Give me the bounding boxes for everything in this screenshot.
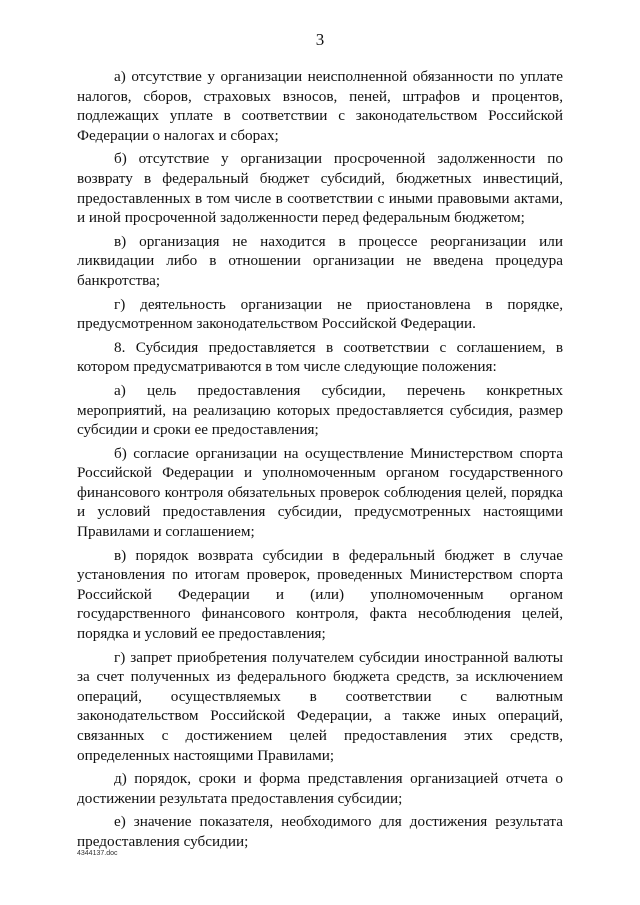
paragraph-g-currency-ban: г) запрет приобретения получателем субсидии иностранной валюты за счет полученных из федерального бюджета средств, за исключением операций, осуществляемых в соответствии с валютным законодательством Российской Федерации, а также иных операций, связанных с достижением целей предоставления этих средств, определенных настоящими Правилами;	[77, 648, 563, 764]
paragraph-v-reorganization: в) организация не находится в процессе реорганизации или ликвидации либо в отношении организации не введена процедура банкротства;	[77, 232, 563, 289]
footer-file-code: 4344137.doc	[77, 850, 118, 857]
paragraph-b-overdue-debt: б) отсутствие у организации просроченной задолженности по возврату в федеральный бюджет субсидий, бюджетных инвестиций, предоставленных в том числе в соответствии с иными правовыми актами, и иной просроченной задолженности перед федеральным бюджетом;	[77, 150, 563, 227]
paragraph-a-subsidy-purpose: а) цель предоставления субсидии, перечень конкретных мероприятий, на реализацию которых предоставляется субсидия, размер субсидии и сроки ее предоставления;	[77, 381, 563, 439]
paragraph-b-inspection-consent: б) согласие организации на осуществление Министерством спорта Российской Федерации и уполномоченным органом государственного финансового контроля обязательных проверок соблюдения целей, порядка и условий предоставления субсидии, предусмотренных настоящими Правилами и соглашением;	[77, 444, 563, 541]
paragraph-v-refund-procedure: в) порядок возврата субсидии в федеральный бюджет в случае установления по итогам проверок, проведенных Министерством спорта Российской Федерации и (или) уполномоченным органом государственного финансового контроля, факта несоблюдения целей, порядка и условий ее предоставления;	[77, 546, 563, 643]
document-body	[77, 67, 563, 856]
page-number: 3	[315, 30, 325, 49]
paragraph-a-tax-obligations: а) отсутствие у организации неисполненной обязанности по уплате налогов, сборов, страховых взносов, пеней, штрафов и процентов, подлежащих уплате в соответствии с законодательством Российской Федерации о налогах и сборах;	[77, 68, 563, 144]
paragraph-8-subsidy-agreement: 8. Субсидия предоставляется в соответствии с соглашением, в котором предусматриваются в том числе следующие положения:	[77, 338, 563, 376]
paragraph-e-indicator-value: е) значение показателя, необходимого для достижения результата предоставления субсидии;	[77, 813, 563, 850]
paragraph-g-activity-not-suspended: г) деятельность организации не приостановлена в порядке, предусмотренном законодательством Российской Федерации.	[77, 295, 563, 333]
paragraph-d-report-procedure: д) порядок, сроки и форма представления организацией отчета о достижении результата предоставления субсидии;	[77, 770, 563, 807]
